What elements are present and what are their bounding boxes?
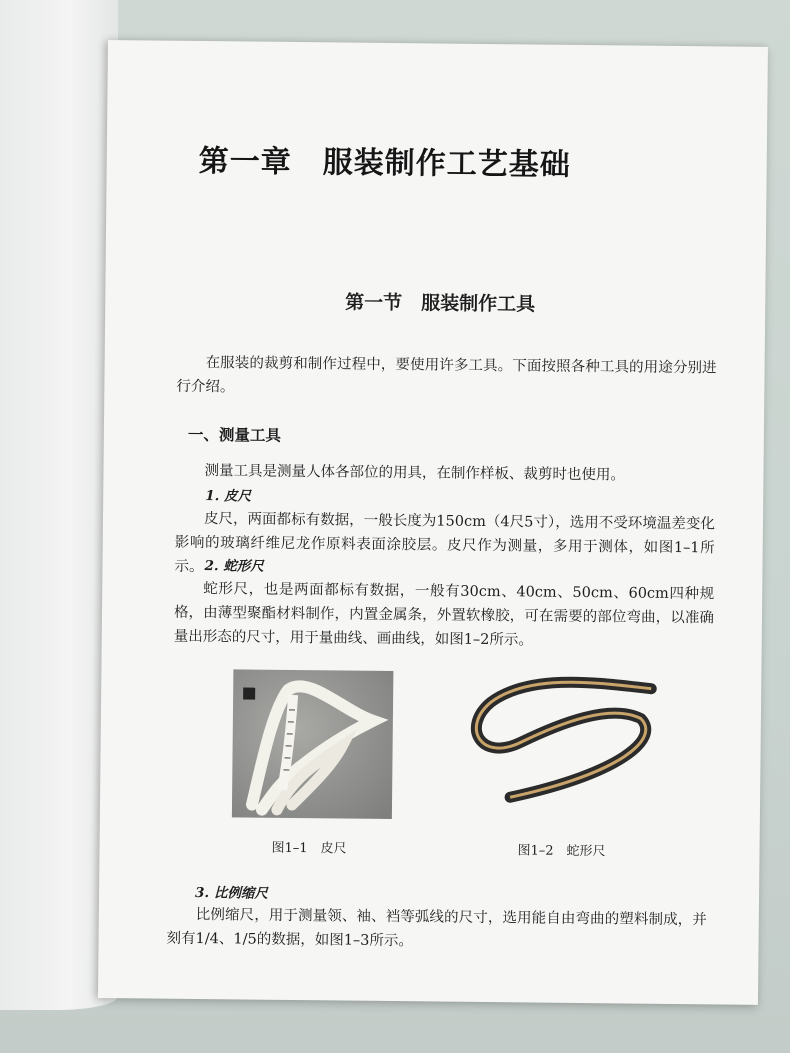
- figure-2-caption: 图1–2 蛇形尺: [517, 843, 606, 860]
- item-2-paragraph: 蛇形尺，也是两面都标有数据，一般有30cm、40cm、50cm、60cm四种规格，由薄型聚酯材料制作，内置金属条，外置软橡胶，可在需要的部位弯曲，以准确量出形态的尺寸，用于量曲线、画曲线，如图1–2所示。: [173, 581, 715, 649]
- item-3-label: 3. 比例缩尺: [194, 884, 268, 902]
- item-1-label: 1. 皮尺: [205, 488, 252, 505]
- figure-1-caption: 图1–1 皮尺: [271, 840, 347, 857]
- item-2-label: 2. 蛇形尺: [204, 558, 264, 575]
- book-page: [98, 40, 768, 1005]
- heading-measuring-tools: 一、测量工具: [187, 425, 281, 445]
- tape-measure-photo: [232, 669, 394, 819]
- flexible-curve-ruler-image: [460, 662, 662, 814]
- measuring-tools-paragraph: 测量工具是测量人体各部位的用具，在制作样板、裁剪时也使用。: [204, 463, 626, 484]
- item-1-paragraph: 皮尺，两面都标有数据，一般长度为150cm（4尺5寸），选用不受环境温差变化影响的玻璃纤维尼龙作原料表面涂胶层。皮尺作为测量，多用于测体，如图1–1所示。: [174, 511, 716, 576]
- item-3-paragraph: 比例缩尺，用于测量领、袖、裆等弧线的尺寸，选用能自由弯曲的塑料制成，并刻有1/4、1/5的数据，如图1–3所示。: [166, 906, 707, 950]
- section-title: 第一节 服装制作工具: [345, 291, 536, 316]
- intro-paragraph: 在服装的裁剪和制作过程中，要使用许多工具。下面按照各种工具的用途分别进行介绍。: [176, 355, 717, 396]
- chapter-title: 第一章 服装制作工艺基础: [198, 143, 571, 183]
